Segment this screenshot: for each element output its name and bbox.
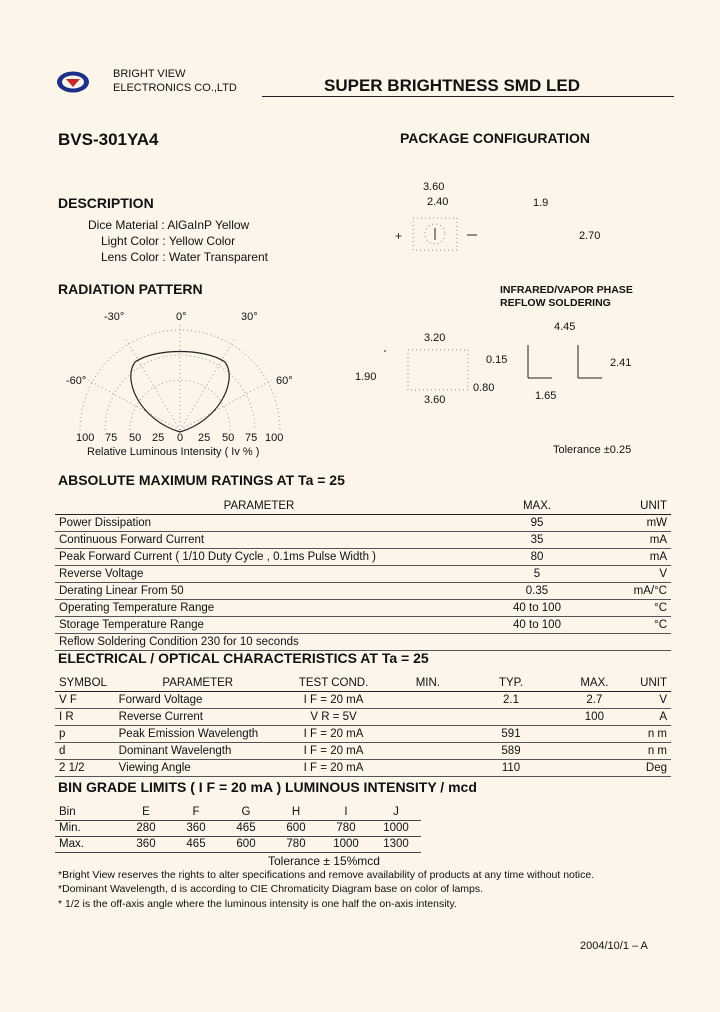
radiation-diagram [60, 310, 300, 440]
unit-cell: n m [636, 743, 671, 760]
bin-table [55, 805, 421, 853]
revision-date: 2004/10/1 – A [580, 940, 648, 952]
header-unit: UNIT [636, 675, 671, 692]
angle-label-minus30: -30° [104, 311, 125, 323]
table-row [55, 515, 671, 532]
max-cell [553, 726, 637, 743]
dice-material: Dice Material : AlGaInP Yellow [88, 218, 250, 232]
max-cell [553, 743, 637, 760]
scale-label: 50 [222, 432, 235, 444]
param-cell: Storage Temperature Range [55, 617, 463, 634]
param-cell: Reflow Soldering Condition 230 for 10 seconds [55, 634, 463, 651]
param-cell: Forward Voltage [115, 692, 281, 709]
unit-cell: V [611, 566, 671, 583]
bin-cell: 360 [121, 837, 171, 853]
header-typ: TYP. [469, 675, 552, 692]
scale-label: 100 [76, 432, 95, 444]
typ-cell: 110 [469, 760, 552, 777]
bin-label: Max. [55, 837, 121, 853]
package-tolerance: Tolerance ±0.25 [553, 444, 632, 456]
package-config-heading: PACKAGE CONFIGURATION [400, 130, 591, 146]
dim-0-80: 0.80 [473, 382, 495, 394]
header-parameter: PARAMETER [115, 675, 281, 692]
header-max: MAX. [553, 675, 637, 692]
param-cell: Continuous Forward Current [55, 532, 463, 549]
min-cell [386, 726, 469, 743]
abs-max-table [55, 498, 671, 651]
document-title: SUPER BRIGHTNESS SMD LED [324, 76, 580, 95]
scale-label: 25 [152, 432, 165, 444]
cond-cell: V R = 5V [281, 709, 386, 726]
param-cell: Dominant Wavelength [115, 743, 281, 760]
unit-cell: Deg [636, 760, 671, 777]
max-cell: 5 [463, 566, 611, 583]
bin-cell: 1300 [371, 837, 421, 853]
dim-2-70: 2.70 [579, 230, 601, 242]
dim-0-15: 0.15 [486, 354, 508, 366]
table-row [55, 821, 421, 837]
bin-heading: BIN GRADE LIMITS ( I F = 20 mA ) LUMINOUS INTENSITY / mcd [58, 779, 477, 795]
dim-1-9: 1.9 [533, 197, 549, 209]
typ-cell [469, 709, 552, 726]
table-header-row [55, 498, 671, 515]
max-cell: 100 [553, 709, 637, 726]
max-cell [463, 634, 611, 651]
dim-1-65: 1.65 [535, 390, 557, 402]
scale-label: 0 [177, 432, 184, 444]
description-heading: DESCRIPTION [58, 195, 154, 211]
unit-cell [611, 634, 671, 651]
electrical-heading: ELECTRICAL / OPTICAL CHARACTERISTICS AT Ta = 25 [58, 650, 429, 666]
note-rights: *Bright View reserves the rights to alter specifications and remove availability of products at any time without notice. [58, 869, 595, 881]
table-header-row [55, 675, 671, 692]
radiation-heading: RADIATION PATTERN [58, 281, 203, 297]
svg-text:+: + [395, 229, 403, 243]
company-line-1: BRIGHT VIEW [113, 68, 186, 80]
title-rule [262, 96, 674, 97]
max-cell: 35 [463, 532, 611, 549]
bin-label: Min. [55, 821, 121, 837]
package-bottom-drawing [380, 330, 640, 410]
symbol-cell: I R [55, 709, 115, 726]
bin-cell: 465 [171, 837, 221, 853]
table-header-row [55, 805, 421, 821]
typ-cell: 589 [469, 743, 552, 760]
header-max: MAX. [463, 498, 611, 515]
max-cell: 0.35 [463, 583, 611, 600]
param-cell: Peak Forward Current ( 1/10 Duty Cycle , 0.1ms Pulse Width ) [55, 549, 463, 566]
unit-cell: mA/°C [611, 583, 671, 600]
max-cell: 80 [463, 549, 611, 566]
unit-cell: mW [611, 515, 671, 532]
cond-cell: I F = 20 mA [281, 726, 386, 743]
header-unit: UNIT [611, 498, 671, 515]
dim-3-60-bottom: 3.60 [424, 394, 446, 406]
table-row [55, 532, 671, 549]
bin-cell: 280 [121, 821, 171, 837]
angle-label-0: 0° [176, 311, 187, 323]
table-row [55, 726, 671, 743]
electrical-table [55, 675, 671, 777]
bin-cell: E [121, 805, 171, 821]
bin-cell: H [271, 805, 321, 821]
min-cell [386, 692, 469, 709]
bin-cell: 360 [171, 821, 221, 837]
unit-cell: mA [611, 532, 671, 549]
max-cell [553, 760, 637, 777]
reflow-title-1: INFRARED/VAPOR PHASE [500, 284, 633, 296]
abs-max-heading: ABSOLUTE MAXIMUM RATINGS AT Ta = 25 [58, 472, 345, 488]
scale-label: 100 [265, 432, 284, 444]
scale-label: 50 [129, 432, 142, 444]
note-viewing-angle: * 1/2 is the off-axis angle where the luminous intensity is one half the on-axis intensity. [58, 898, 457, 910]
unit-cell: mA [611, 549, 671, 566]
table-row [55, 760, 671, 777]
dim-2-40: 2.40 [427, 196, 449, 208]
max-cell: 2.7 [553, 692, 637, 709]
bin-cell: 600 [221, 837, 271, 853]
min-cell [386, 709, 469, 726]
header-min: MIN. [386, 675, 469, 692]
symbol-cell: 2 1/2 [55, 760, 115, 777]
unit-cell: A [636, 709, 671, 726]
typ-cell: 591 [469, 726, 552, 743]
param-cell: Power Dissipation [55, 515, 463, 532]
symbol-cell: V F [55, 692, 115, 709]
table-row [55, 634, 671, 651]
model-number: BVS-301YA4 [58, 130, 159, 149]
note-dominant-wavelength: *Dominant Wavelength, d is according to CIE Chromaticity Diagram base on color of lamps. [58, 883, 484, 895]
symbol-cell: d [55, 743, 115, 760]
scale-label: 75 [245, 432, 258, 444]
cond-cell: I F = 20 mA [281, 743, 386, 760]
unit-cell: n m [636, 726, 671, 743]
bin-cell: 780 [271, 837, 321, 853]
min-cell [386, 760, 469, 777]
param-cell: Derating Linear From 50 [55, 583, 463, 600]
min-cell [386, 743, 469, 760]
unit-cell: V [636, 692, 671, 709]
bin-tolerance: Tolerance ± 15%mcd [268, 854, 380, 868]
bin-cell: G [221, 805, 271, 821]
table-row [55, 617, 671, 634]
bin-cell: 1000 [321, 837, 371, 853]
cond-cell: I F = 20 mA [281, 692, 386, 709]
bin-cell: 600 [271, 821, 321, 837]
scale-label: 25 [198, 432, 211, 444]
table-row [55, 692, 671, 709]
table-row [55, 709, 671, 726]
dim-2-41: 2.41 [610, 357, 632, 369]
dim-1-90: 1.90 [355, 371, 377, 383]
max-cell: 40 to 100 [463, 600, 611, 617]
lens-color: Lens Color : Water Transparent [101, 250, 268, 264]
param-cell: Viewing Angle [115, 760, 281, 777]
dim-3-20: 3.20 [424, 332, 446, 344]
company-logo [56, 70, 90, 94]
dim-4-45: 4.45 [554, 321, 576, 333]
table-row [55, 837, 421, 853]
angle-label-60: 60° [276, 375, 293, 387]
cond-cell: I F = 20 mA [281, 760, 386, 777]
scale-label: 75 [105, 432, 118, 444]
bin-cell: I [321, 805, 371, 821]
param-cell: Reverse Current [115, 709, 281, 726]
table-row [55, 549, 671, 566]
typ-cell: 2.1 [469, 692, 552, 709]
param-cell: Operating Temperature Range [55, 600, 463, 617]
bin-cell: 465 [221, 821, 271, 837]
table-row [55, 743, 671, 760]
header-symbol: SYMBOL [55, 675, 115, 692]
bin-cell: 780 [321, 821, 371, 837]
angle-label-30: 30° [241, 311, 258, 323]
company-name [113, 67, 237, 95]
unit-cell: °C [611, 617, 671, 634]
bin-cell: 1000 [371, 821, 421, 837]
angle-label-minus60: -60° [66, 375, 87, 387]
param-cell: Reverse Voltage [55, 566, 463, 583]
radiation-caption: Relative Luminous Intensity ( Iv % ) [87, 446, 260, 458]
unit-cell: °C [611, 600, 671, 617]
bin-cell: F [171, 805, 221, 821]
param-cell: Peak Emission Wavelength [115, 726, 281, 743]
max-cell: 40 to 100 [463, 617, 611, 634]
company-line-2: ELECTRONICS CO.,LTD [113, 82, 237, 94]
table-row [55, 583, 671, 600]
bin-label: Bin [55, 805, 121, 821]
light-color: Light Color : Yellow Color [101, 234, 236, 248]
dim-3-60-top: 3.60 [423, 181, 445, 193]
table-row [55, 566, 671, 583]
header-parameter: PARAMETER [55, 498, 463, 515]
max-cell: 95 [463, 515, 611, 532]
symbol-cell: p [55, 726, 115, 743]
header-test-cond: TEST COND. [281, 675, 386, 692]
reflow-title-2: REFLOW SOLDERING [500, 297, 611, 309]
table-row [55, 600, 671, 617]
bin-cell: J [371, 805, 421, 821]
